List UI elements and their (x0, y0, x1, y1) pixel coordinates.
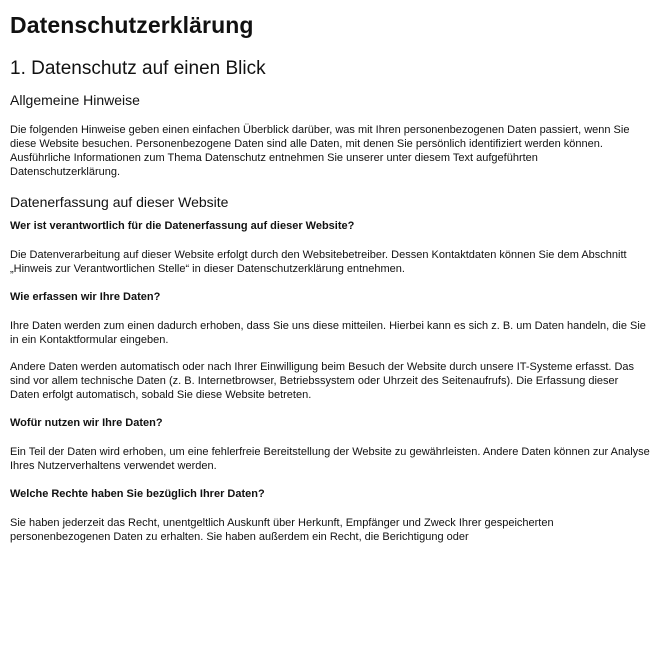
page-title: Datenschutzerklärung (10, 12, 254, 38)
answer-what-we-use-data-for: Ein Teil der Daten wird erhoben, um eine fehlerfreie Bereitstellung der Website zu gewährleisten. Andere Daten können zur Analyse Ihres Nutzerverhaltens verwendet werden. (10, 446, 650, 472)
answer-how-we-collect-2: Andere Daten werden automatisch oder nach Ihrer Einwilligung beim Besuch der Website durch unsere IT-Systeme erfasst. Das sind vor allem technische Daten (z. B. Internetbrowser, Betriebssystem oder Uhrzeit des Seitenaufrufs). Die Erfassung dieser Daten erfolgt automatisch, sobald Sie diese Website betreten. (10, 361, 635, 401)
answer-your-rights: Sie haben jederzeit das Recht, unentgeltlich Auskunft über Herkunft, Empfänger und Zweck Ihrer gespeicherten personenbezogenen Daten zu erhalten. Sie haben außerdem ein Recht, die Berichtigung oder (10, 517, 554, 543)
answer-how-we-collect-1: Ihre Daten werden zum einen dadurch erhoben, dass Sie uns diese mitteilen. Hierbei kann es sich z. B. um Daten handeln, die Sie in ein Kontaktformular eingeben. (10, 320, 646, 346)
section-heading-privacy-overview: 1. Datenschutz auf einen Blick (10, 58, 266, 79)
question-how-we-collect: Wie erfassen wir Ihre Daten? (10, 291, 161, 303)
paragraph-general-notes: Die folgenden Hinweise geben einen einfachen Überblick darüber, was mit Ihren personenbezogenen Daten passiert, wenn Sie diese Website besuchen. Personenbezogene Daten sind alle Daten, mit denen Sie persönlich identifiziert werden können. Ausführliche Informationen zum Thema Datenschutz entnehmen Sie unserer unter diesem Text aufgeführten Datenschutzerklärung. (10, 124, 630, 178)
subsection-heading-data-collection: Datenerfassung auf dieser Website (10, 194, 229, 210)
question-who-is-responsible: Wer ist verantwortlich für die Datenerfassung auf dieser Website? (10, 220, 355, 232)
answer-who-is-responsible: Die Datenverarbeitung auf dieser Website erfolgt durch den Websitebetreiber. Dessen Kontaktdaten können Sie dem Abschnitt „Hinweis zur Verantwortlichen Stelle“ in dieser Datenschutzerklärung entnehmen. (10, 249, 627, 275)
question-your-rights: Welche Rechte haben Sie bezüglich Ihrer Daten? (10, 488, 265, 500)
subsection-heading-general-notes: Allgemeine Hinweise (10, 92, 140, 108)
question-what-we-use-data-for: Wofür nutzen wir Ihre Daten? (10, 417, 163, 429)
